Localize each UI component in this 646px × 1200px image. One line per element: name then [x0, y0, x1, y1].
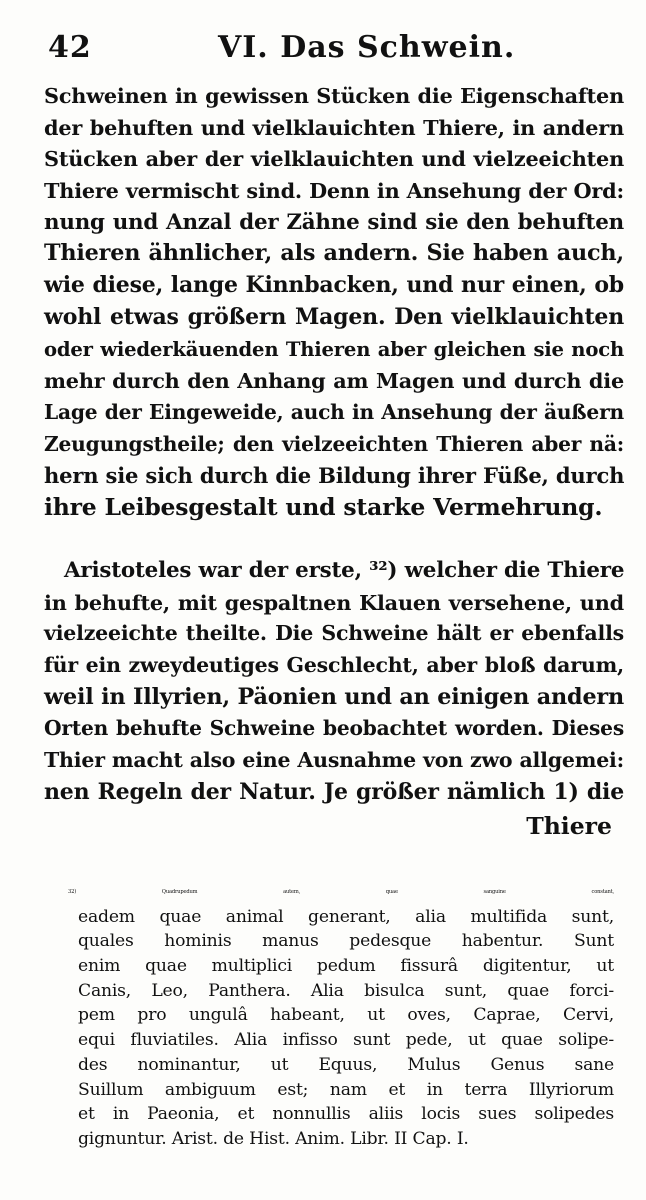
text-line: Thiere vermischt sind. Denn in Ansehung der Ord:	[44, 178, 624, 204]
paragraph-1	[44, 80, 624, 524]
page-number: 42	[48, 30, 92, 65]
footnote-line: pem pro ungulâ habeant, ut oves, Caprae, Cervi,	[78, 1005, 614, 1026]
text-line: ihre Leibesgestalt und starke Vermehrung.	[44, 492, 603, 521]
text-line: wohl etwas größern Magen. Den vielklauichten	[44, 303, 624, 330]
footnote-line: Suillum ambiguum est; nam et in terra Illyriorum	[78, 1079, 614, 1100]
text-line: in behufte, mit gespaltnen Klauen versehene, und	[44, 589, 624, 615]
footnote-line: enim quae multiplici pedum fissurâ digitentur, ut	[78, 956, 614, 977]
text-line: vielzeeichte theilte. Die Schweine hält er ebenfalls	[44, 621, 624, 646]
text-line: mehr durch den Anhang am Magen und durch die	[44, 368, 624, 394]
text-line: Thieren ähnlicher, als andern. Sie haben auch,	[44, 240, 624, 267]
text-line: Aristoteles war der erste, ³²) welcher die Thiere	[64, 558, 625, 583]
text-line: für ein zweydeutiges Geschlecht, aber bloß darum,	[44, 653, 624, 678]
text-line: nung und Anzal der Zähne sind sie den behuften	[44, 209, 624, 235]
catchword: Thiere	[526, 812, 612, 840]
footnote-line: 32) Quadrupedum autem, quae sanguine constant,	[68, 889, 614, 895]
text-line: Orten behufte Schweine beobachtet worden. Dieses	[44, 716, 624, 741]
text-line: wie diese, lange Kinnbacken, und nur einen, ob	[44, 272, 624, 299]
footnote-line: gignuntur. Arist. de Hist. Anim. Libr. II Cap. I.	[78, 1128, 469, 1149]
text-line: Schweinen in gewissen Stücken die Eigenschaften	[44, 83, 624, 108]
text-line: der behuften und vielklauichten Thiere, in andern	[44, 114, 624, 140]
text-line: Stücken aber der vielklauichten und vielzeeichten	[44, 146, 624, 172]
footnote-line: Canis, Leo, Panthera. Alia bisulca sunt, quae forci-	[78, 980, 614, 1001]
text-line: Lage der Eingeweide, auch in Ansehung der äußern	[44, 399, 624, 424]
footnote-line: et in Paeonia, et nonnullis aliis locis sues solipedes	[78, 1104, 614, 1125]
footnote-line: quales hominis manus pedesque habentur. Sunt	[78, 931, 614, 952]
text-line: weil in Illyrien, Päonien und an einigen andern	[44, 683, 624, 710]
text-line: oder wiederkäuenden Thieren aber gleichen sie noch	[44, 337, 624, 361]
footnote	[68, 880, 614, 1152]
text-line: Thier macht also eine Ausnahme von zwo allgemei:	[44, 748, 624, 773]
text-line: nen Regeln der Natur. Je größer nämlich 1) die	[44, 778, 624, 805]
text-line: hern sie sich durch die Bildung ihrer Füße, durch	[44, 463, 625, 489]
footnote-line: equi fluviatiles. Alia infisso sunt pede, ut quae solipe-	[78, 1030, 614, 1051]
page-header	[48, 30, 618, 70]
text-line: Zeugungstheile; den vielzeeichten Thieren aber nä:	[44, 431, 624, 456]
footnote-line: eadem quae animal generant, alia multifida sunt,	[78, 906, 614, 927]
paragraph-2	[44, 555, 624, 809]
footnote-line: des nominantur, ut Equus, Mulus Genus sane	[78, 1054, 614, 1075]
running-head: VI. Das Schwein.	[218, 30, 516, 65]
